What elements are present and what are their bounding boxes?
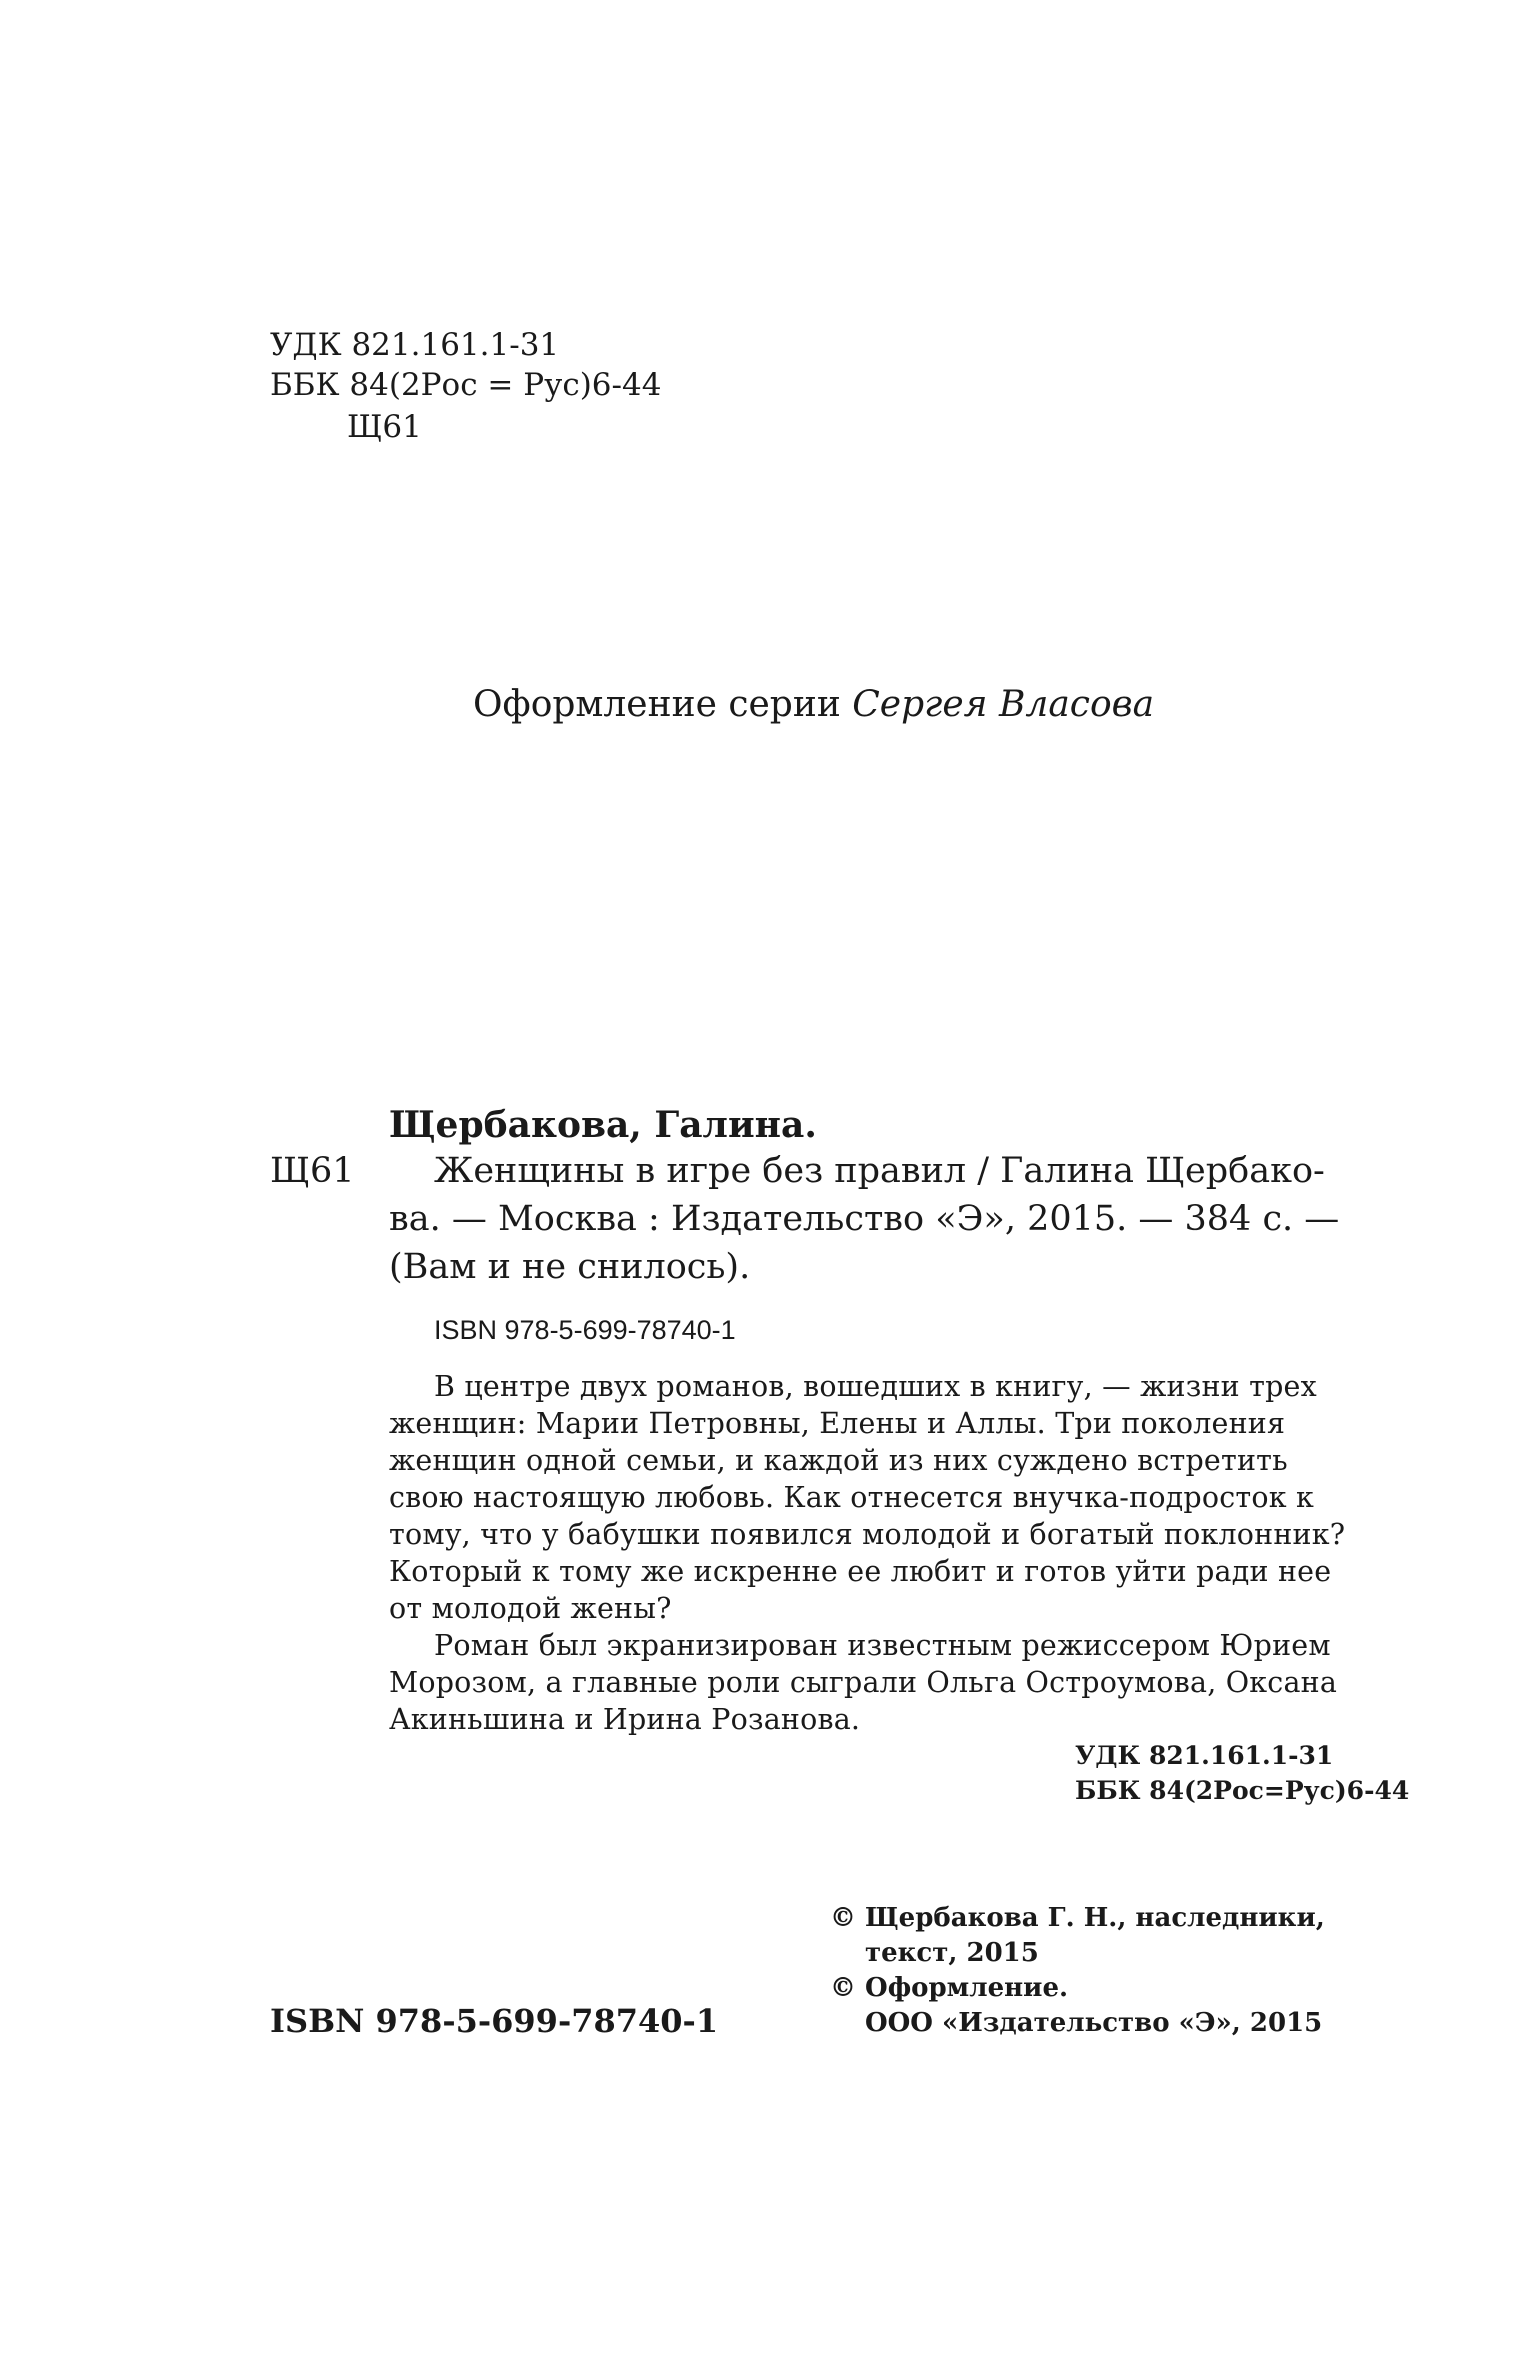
series-designer-name: Сергея Власова: [852, 684, 1155, 725]
udk-code-bottom: УДК 821.161.1-31: [1075, 1741, 1334, 1770]
copyright-line-4: ООО «Издательство «Э», 2015: [865, 2008, 1323, 2038]
annotation-line-8: Роман был экранизирован известным режиссером Юрием: [434, 1629, 1331, 1662]
annotation-line-7: от молодой жены?: [389, 1592, 672, 1625]
entry-line-1: Женщины в игре без правил / Галина Щербако-: [434, 1151, 1325, 1191]
isbn-bottom: ISBN 978-5-699-78740-1: [270, 2002, 719, 2040]
annotation-line-6: Который к тому же искренне ее любит и готов уйти ради нее: [389, 1555, 1332, 1588]
bbk-code: ББК 84(2Рос = Рус)6-44: [270, 367, 662, 403]
entry-line-3: (Вам и не снилось).: [389, 1247, 751, 1287]
annotation-line-9: Морозом, а главные роли сыграли Ольга Остроумова, Оксана: [389, 1666, 1338, 1699]
annotation-line-3: женщин одной семьи, и каждой из них суждено встретить: [389, 1444, 1288, 1477]
entry-author: Щербакова, Галина.: [389, 1104, 817, 1146]
copyright-line-1: © Щербакова Г. Н., наследники,: [830, 1903, 1325, 1933]
bbk-code-bottom: ББК 84(2Рос=Рус)6-44: [1075, 1776, 1410, 1805]
copyright-line-2: текст, 2015: [865, 1938, 1039, 1968]
entry-line-2: ва. — Москва : Издательство «Э», 2015. — 384 с. —: [389, 1199, 1340, 1239]
annotation-line-2: женщин: Марии Петровны, Елены и Аллы. Три поколения: [389, 1407, 1286, 1440]
udk-code: УДК 821.161.1-31: [270, 327, 560, 363]
entry-isbn: ISBN 978-5-699-78740-1: [434, 1315, 736, 1345]
series-design-prefix: Оформление серии: [473, 684, 853, 725]
author-mark: Щ61: [347, 409, 422, 445]
copyright-line-3: © Оформление.: [830, 1973, 1069, 2003]
annotation-line-5: тому, что у бабушки появился молодой и богатый поклонник?: [389, 1518, 1346, 1551]
series-design-line: [473, 680, 1154, 730]
annotation-line-4: свою настоящую любовь. Как отнесется внучка-подросток к: [389, 1481, 1315, 1514]
annotation-line-1: В центре двух романов, вошедших в книгу, — жизни трех: [434, 1370, 1317, 1403]
annotation-line-10: Акиньшина и Ирина Розанова.: [389, 1703, 861, 1736]
entry-author-mark: Щ61: [270, 1151, 355, 1191]
